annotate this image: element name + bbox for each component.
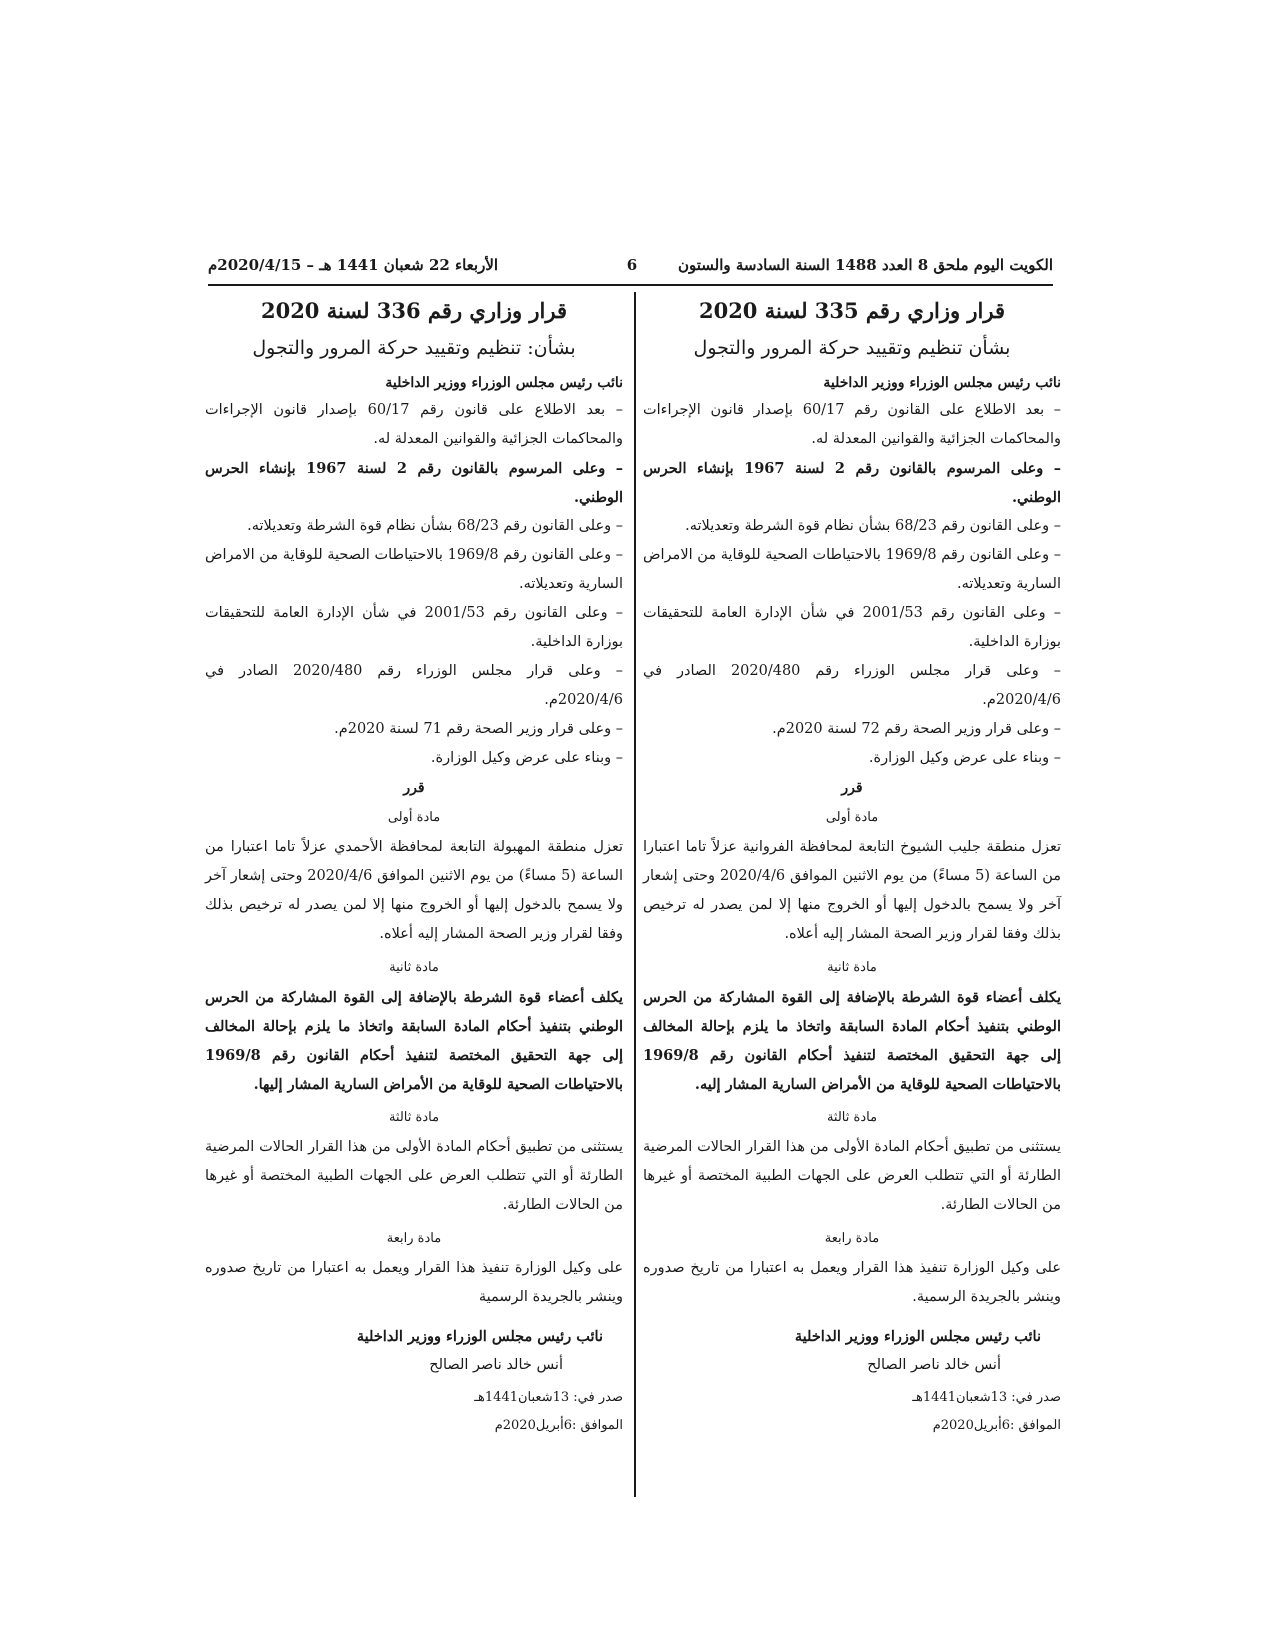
decision-issuer: نائب رئيس مجلس الوزراء ووزير الداخلية [385, 375, 623, 391]
signatory-title: نائب رئيس مجلس الوزراء ووزير الداخلية [794, 1328, 1041, 1345]
preamble-reference: – وعلى القانون رقم 2001/53 في شأن الإدارة العامة للتحقيقات بوزارة الداخلية. [643, 605, 1061, 650]
decision-subject: بشأن تنظيم وتقييد حركة المرور والتجول [693, 337, 1011, 359]
article-heading: مادة أولى [387, 810, 441, 825]
article-text: تعزل منطقة المهبولة التابعة لمحافظة الأحمدي عزلاً تاما اعتبارا من الساعة (5 مساءً) من يوم الاثنين الموافق 2020/4/6 وحتى إشعار آخر ولا يسمح بالدخول إليها أو الخروج منها إلا لمن يصدر له ترخيص بذلك وفقا لقرار وزير الصحة المشار إليه أعلاه. [205, 839, 623, 942]
preamble-reference: – وعلى قرار مجلس الوزراء رقم 2020/480 الصادر في 2020/4/6م. [205, 663, 623, 708]
preamble-reference: – وعلى المرسوم بالقانون رقم 2 لسنة 1967 بإنشاء الحرس الوطني. [643, 460, 1061, 506]
article-text: يكلف أعضاء قوة الشرطة بالإضافة إلى القوة المشاركة من الحرس الوطني بتنفيذ أحكام المادة السابقة واتخاذ ما يلزم بإحالة المخالف إلى جهة التحقيق المختصة لتنفيذ أحكام القانون رقم 1969/8 بالاحتياطات الصحية للوقاية من الأمراض السارية المشار إليه. [643, 989, 1061, 1093]
decision-title: قرار وزاري رقم 336 لسنة 2020 [260, 298, 568, 323]
issue-date-gregorian: الموافق :6أبريل2020م [494, 1418, 623, 1433]
preamble-reference: – وعلى القانون رقم 1969/8 بالاحتياطات الصحية للوقاية من الامراض السارية وتعديلاته. [643, 547, 1061, 592]
article-text: على وكيل الوزارة تنفيذ هذا القرار ويعمل به اعتبارا من تاريخ صدوره وينشر بالجريدة الرسمية [205, 1260, 623, 1305]
article-heading: مادة ثالثة [388, 1110, 440, 1125]
article-text: يكلف أعضاء قوة الشرطة بالإضافة إلى القوة المشاركة من الحرس الوطني بتنفيذ أحكام المادة السابقة واتخاذ ما يلزم بإحالة المخالف إلى جهة التحقيق المختصة لتنفيذ أحكام القانون رقم 1969/8 بالاحتياطات الصحية للوقاية من الأمراض السارية المشار إليها. [205, 989, 623, 1093]
preamble-reference: – وعلى قرار وزير الصحة رقم 72 لسنة 2020م. [772, 721, 1061, 737]
article-text: على وكيل الوزارة تنفيذ هذا القرار ويعمل به اعتبارا من تاريخ صدوره وينشر بالجريدة الرسمية. [643, 1260, 1061, 1305]
preamble-reference: – وعلى القانون رقم 2001/53 في شأن الإدارة العامة للتحقيقات بوزارة الداخلية. [205, 605, 623, 650]
article-heading: مادة أولى [825, 810, 879, 825]
decision-subject: بشأن: تنظيم وتقييد حركة المرور والتجول [252, 337, 576, 359]
issue-date-gregorian: الموافق :6أبريل2020م [932, 1418, 1061, 1433]
preamble-reference: – وبناء على عرض وكيل الوزارة. [868, 750, 1061, 766]
decision-336 [205, 294, 623, 1440]
article-text: يستثنى من تطبيق أحكام المادة الأولى من هذا القرار الحالات المرضية الطارئة أو التي تتطلب العرض على الجهات الطبية المختصة أو غيرها من الحالات الطارئة. [205, 1139, 623, 1213]
issue-date: الأربعاء 22 شعبان 1441 هـ – 2020/4/15م [208, 256, 499, 274]
article-heading: مادة ثالثة [826, 1110, 878, 1125]
preamble-reference: – وعلى قرار وزير الصحة رقم 71 لسنة 2020م. [334, 721, 623, 737]
article-heading: مادة ثانية [389, 960, 439, 975]
decision-issuer: نائب رئيس مجلس الوزراء ووزير الداخلية [823, 375, 1061, 391]
article-text: يستثنى من تطبيق أحكام المادة الأولى من هذا القرار الحالات المرضية الطارئة أو التي تتطلب العرض على الجهات الطبية المختصة أو غيرها من الحالات الطارئة. [643, 1139, 1061, 1213]
preamble-reference: – وعلى قرار مجلس الوزراء رقم 2020/480 الصادر في 2020/4/6م. [643, 663, 1061, 708]
article-text: تعزل منطقة جليب الشيوخ التابعة لمحافظة الفروانية عزلاً تاما اعتبارا من الساعة (5 مساءً) من يوم الاثنين الموافق 2020/4/6 وحتى إشعار آخر ولا يسمح بالدخول إليها أو الخروج منها إلا لمن يصدر له ترخيص بذلك وفقا لقرار وزير الصحة المشار إليه أعلاه. [643, 839, 1061, 942]
column-divider [634, 292, 636, 1497]
decided-label: قرر [841, 780, 863, 796]
issue-date-hijri: صدر في: 13شعبان1441هـ [912, 1390, 1061, 1405]
gazette-issue-info: الكويت اليوم ملحق 8 العدد 1488 السنة السادسة والستون [677, 256, 1053, 274]
page-header [208, 256, 1053, 282]
issue-date-hijri: صدر في: 13شعبان1441هـ [474, 1390, 623, 1405]
preamble-reference: – وبناء على عرض وكيل الوزارة. [430, 750, 623, 766]
preamble-reference: – وعلى القانون رقم 68/23 بشأن نظام قوة الشرطة وتعديلاته. [685, 518, 1061, 534]
preamble-reference: – بعد الاطلاع على قانون رقم 60/17 بإصدار قانون الإجراءات والمحاكمات الجزائية والقوانين المعدلة له. [205, 402, 623, 447]
preamble-reference: – وعلى القانون رقم 1969/8 بالاحتياطات الصحية للوقاية من الامراض السارية وتعديلاته. [205, 547, 623, 592]
preamble-reference: – بعد الاطلاع على القانون رقم 60/17 بإصدار قانون الإجراءات والمحاكمات الجزائية والقوانين المعدلة له. [643, 402, 1062, 447]
page-number: 6 [626, 256, 638, 274]
preamble-reference: – وعلى القانون رقم 68/23 بشأن نظام قوة الشرطة وتعديلاته. [247, 518, 623, 534]
signatory-name: أنس خالد ناصر الصالح [867, 1357, 1001, 1373]
article-heading: مادة رابعة [824, 1231, 880, 1246]
preamble-reference: – وعلى المرسوم بالقانون رقم 2 لسنة 1967 بإنشاء الحرس الوطني. [205, 460, 623, 506]
header-rule [208, 284, 1053, 286]
article-heading: مادة ثانية [827, 960, 877, 975]
signatory-name: أنس خالد ناصر الصالح [429, 1357, 563, 1373]
article-heading: مادة رابعة [386, 1231, 442, 1246]
signatory-title: نائب رئيس مجلس الوزراء ووزير الداخلية [356, 1328, 603, 1345]
decision-title: قرار وزاري رقم 335 لسنة 2020 [698, 298, 1006, 323]
decided-label: قرر [403, 780, 425, 796]
decision-335 [643, 294, 1061, 1440]
